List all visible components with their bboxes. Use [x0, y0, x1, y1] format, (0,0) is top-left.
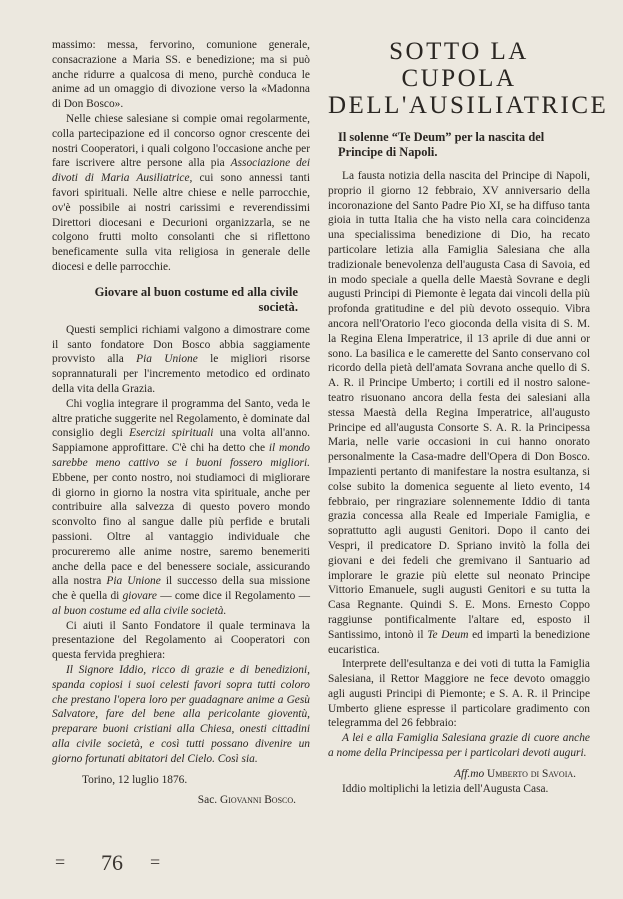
paragraph: Iddio moltiplichi la letizia dell'Augusta Casa. [342, 782, 549, 795]
paragraph: Nelle chiese salesiane si compie omai regolarmente, colla partecipazione ed il concorso ognor crescente dei nostri Cooperatori, i quali colgono l'occasione anche per fare iscrivere altre persone alla pia Associazione dei divoti di Maria Ausiliatrice, cui sono annessi tanti favori spirituali. Nelle altre chiese e nelle parrocchie, ov'è possibile ai nostri carissimi e reverendissimi Direttori diocesani e Decurioni organizzarla, se ne colgono frutti molto consolanti che si riflettono beneficamente sulla vita religiosa in generale delle diocesi e delle parrocchie. [52, 112, 310, 273]
footer-ornament-right: = [150, 852, 161, 872]
right-column [328, 38, 609, 796]
prayer-text: Il Signore Iddio, ricco di grazie e di benedizioni, spanda copiosi i suoi celesti favori sopra tutti coloro che prestano l'opera loro per guadagnare anime a Gesù Salvatore, fare del bene alla pericolante gioventù, preparare buoni cristiani alla Chiesa, onesti cittadini alla civile società, e così tutti possano divenire un giorno fortunati abitatori del Cielo. Così sia. [52, 664, 310, 765]
article-heading: Il solenne “Te Deum” per la nascita del Principe di Napoli. [338, 130, 545, 159]
signature: Aff.mo Umberto di Savoia. [454, 767, 576, 780]
paragraph: La fausta notizia della nascita del Principe di Napoli, proprio il giorno 12 febbraio, XV anniversario della incoronazione del Santo Padre Pio XI, se ha diffuso tanta gioia in tutta Italia che ha visto nella cara coincidenza una specialissima benedizione di Dio, ha recato particolare letizia alla Famiglia Salesiana che alla tradizionale benevolenza dell'augusta Casa di Savoia, ed in modo speciale a quella delle Maestà Sovrane e degli augusti Principi di Piemonte è legata dai vincoli della più profonda gratitudine e del più devoto ossequio. Vibra ancora nell'Oratorio l'eco gioconda della visita di S. M. la Regina Elena Imperatrice, il 13 aprile di due anni or sono. La basilica e le camerette del Santo conservano col ricordo della pietà dell'amata Sovrana anche quello di S. A. R. il Principe Umberto; i cortili ed il nostro salone-teatro risuonano ancora della festa dei salesiani alla stessa Maestà della Regina Imperatrice, all'augusto Principe ed all'augusta Consorte S. A. R. la Principessa Maria, nelle varie occasioni in cui hanno onorato personalmente la Casa-madre dell'Opera di Don Bosco. Impazienti pertanto di manifestare la nostra esultanza, si colse subito la domenica seguente al lieto evento, 14 febbraio, per ringraziare solennemente Iddio di tanta grazia concessa alla Reale ed Imperiale Famiglia, e soprattutto agli augusti Genitori. Dopo il canto dei Vespri, il predicatore D. Spriano invitò la folla dei giovani e dei fedeli che gremivano il Santuario ad implorare le grazie più elette sul neonato Principe Vittorio Emanuele, sugli augusti Genitori e su tutta la Casa Regnante. Quindi S. E. Mons. Ernesto Coppo raggiunse pontificalmente l'altare ed, esposto il Santissimo, intonò il Te Deum ed impartì la benedizione eucaristica. [328, 170, 590, 656]
paragraph: Interprete dell'esultanza e dei voti di tutta la Famiglia Salesiana, il Rettor Maggiore ne fece devoto omaggio agli augusti Principi di Piemonte; e S. A. R. il Principe Umberto gliene espresse il particolare gradimento con telegramma del 26 febbraio: [328, 658, 590, 730]
paragraph: Chi voglia integrare il programma del Santo, veda le altre pratiche suggerite nel Regolamento, è dominate dal consiglio degli Esercizi spirituali una volta all'anno. Sappiamone approfittare. C'è chi ha detto che il mondo sarebbe meno cattivo se i buoni fossero migliori. Ebbene, per conto nostro, noi studiamoci di migliorare di giorno in giorno la nostra vita spirituale, anche per contribuire alla salvezza di questo povero mondo sconvolto fino al sangue dalle più perfide e brutali passioni. Oltre al vantaggio individuale che procureremo alle anime nostre, saremo benemeriti anche della pace e del benessere sociale, assicurando alla nostra Pia Unione il successo della sua missione che è quella di giovare — come dice il Regolamento — al buon costume ed alla civile società. [52, 397, 311, 617]
paragraph: massimo: messa, fervorino, comunione generale, consacrazione a Maria SS. e benedizione; ma si può anche ridurre a qualcosa di meno, purchè conduca le anime ad un omaggio di divozione verso la «Madonna di Don Bosco». [52, 39, 310, 111]
footer-ornament-left: = [55, 852, 66, 872]
paragraph: Questi semplici richiami valgono a dimostrare come il santo fondatore Don Bosco abbia saggiamente provvisto alla Pia Unione le migliori risorse soprannaturali per l'incremento metodico ed ordinato della vita della Grazia. [52, 323, 311, 395]
page-number: 76 [101, 850, 123, 875]
paragraph: Ci aiuti il Santo Fondatore il quale terminava la presentazione del Regolamento ai Cooperatori con questa fervida preghiera: [52, 619, 310, 662]
signature: Sac. Giovanni Bosco. [197, 794, 296, 807]
article-title: SOTTO LA CUPOLA DELL'AUSILIATRICE [328, 38, 609, 119]
telegram-quote: A lei e alla Famiglia Salesiana grazie di cuore anche a nome della Principessa per i particolari devoti auguri. [328, 732, 590, 760]
left-column [52, 38, 310, 808]
section-subheading: Giovare al buon costume ed alla civile società. [94, 284, 298, 314]
letter-date: Torino, 12 luglio 1876. [82, 773, 188, 786]
